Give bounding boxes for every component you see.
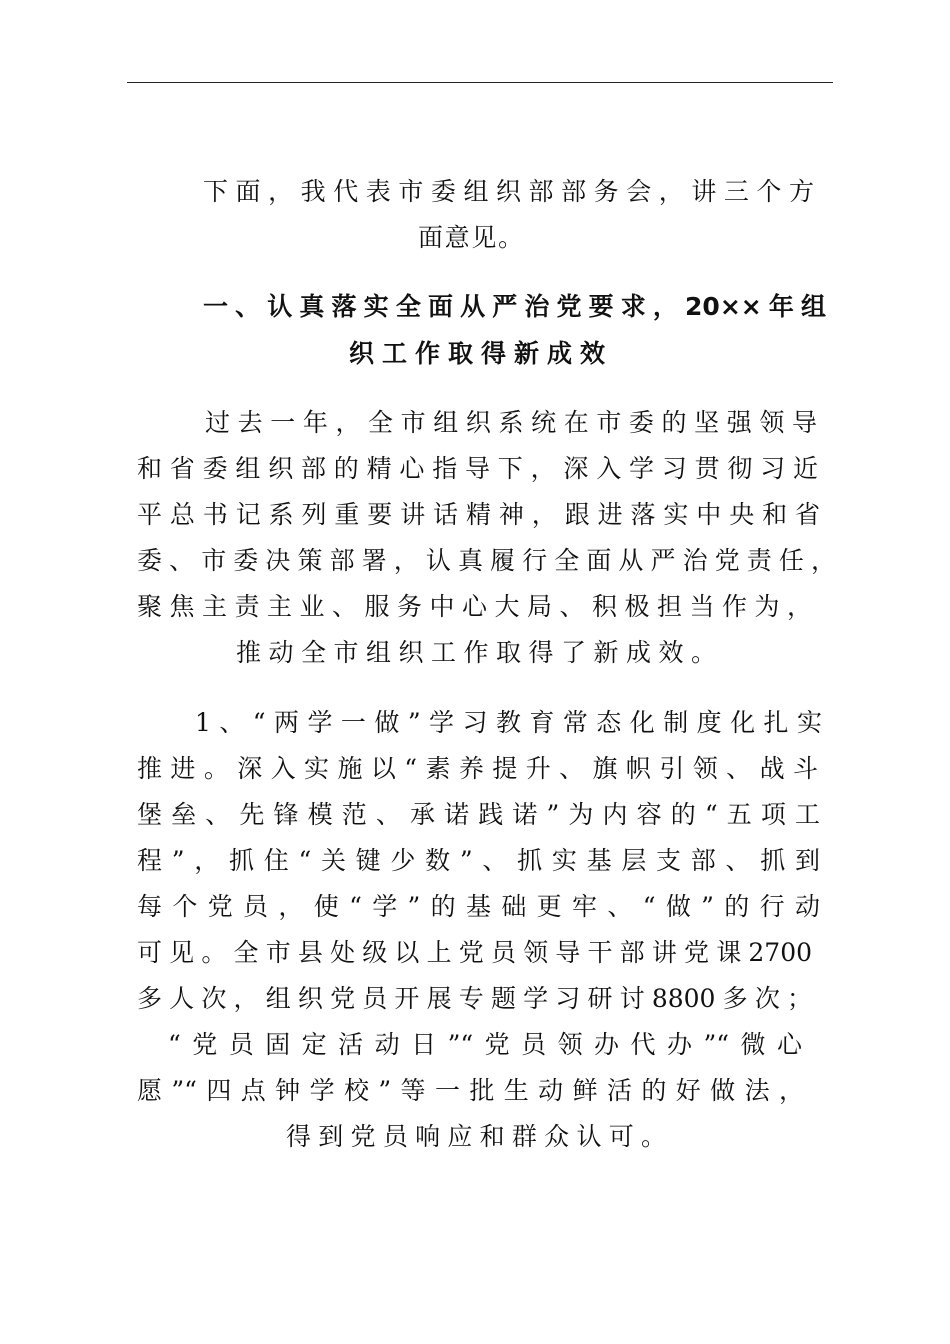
section-heading-line-2: 织工作取得新成效 bbox=[349, 339, 605, 368]
item-1-line-5: 每个党员，使“学”的基础更牢、“做”的行动 bbox=[137, 892, 820, 921]
item-1-line-3: 堡垒、先锋模范、承诺践诺”为内容的“五项工 bbox=[137, 800, 820, 829]
intro-line-1: 下面，我代表市委组织部部务会，讲三个方 bbox=[203, 177, 814, 206]
intro-line-2: 面意见。 bbox=[418, 223, 523, 252]
item-1-line-7: 多人次，组织党员开展专题学习研讨8800多次； bbox=[137, 984, 812, 1013]
paragraph-1-line-3: 平总书记系列重要讲话精神，跟进落实中央和省 bbox=[137, 500, 820, 529]
item-1-line-2: 推进。深入实施以“素养提升、旗帜引领、战斗 bbox=[137, 754, 818, 783]
item-1-line-10: 得到党员响应和群众认可。 bbox=[286, 1122, 666, 1151]
paragraph-1-line-6: 推动全市组织工作取得了新成效。 bbox=[236, 638, 716, 667]
item-1-line-9: 愿”“四点钟学校”等一批生动鲜活的好做法， bbox=[137, 1076, 804, 1105]
paragraph-1-line-2: 和省委组织部的精心指导下，深入学习贯彻习近 bbox=[137, 454, 818, 483]
paragraph-1-line-1: 过去一年，全市组织系统在市委的坚强领导 bbox=[205, 408, 817, 437]
section-heading-line-1: 一、认真落实全面从严治党要求，20××年组 bbox=[203, 292, 826, 321]
item-1-line-8: “党员固定活动日”“党员领办代办”“微心 bbox=[168, 1030, 802, 1059]
paragraph-1-line-5: 聚焦主责主业、服务中心大局、积极担当作为， bbox=[137, 592, 812, 621]
item-1-line-6: 可见。全市县处级以上党员领导干部讲党课2700 bbox=[137, 938, 812, 967]
item-1-line-1: 1、“两学一做”学习教育常态化制度化扎实 bbox=[195, 708, 822, 737]
paragraph-1-line-4: 委、市委决策部署，认真履行全面从严治党责任， bbox=[137, 546, 836, 575]
item-1-line-4: 程”，抓住“关键少数”、抓实基层支部、抓到 bbox=[137, 846, 820, 875]
header-rule bbox=[127, 82, 833, 83]
